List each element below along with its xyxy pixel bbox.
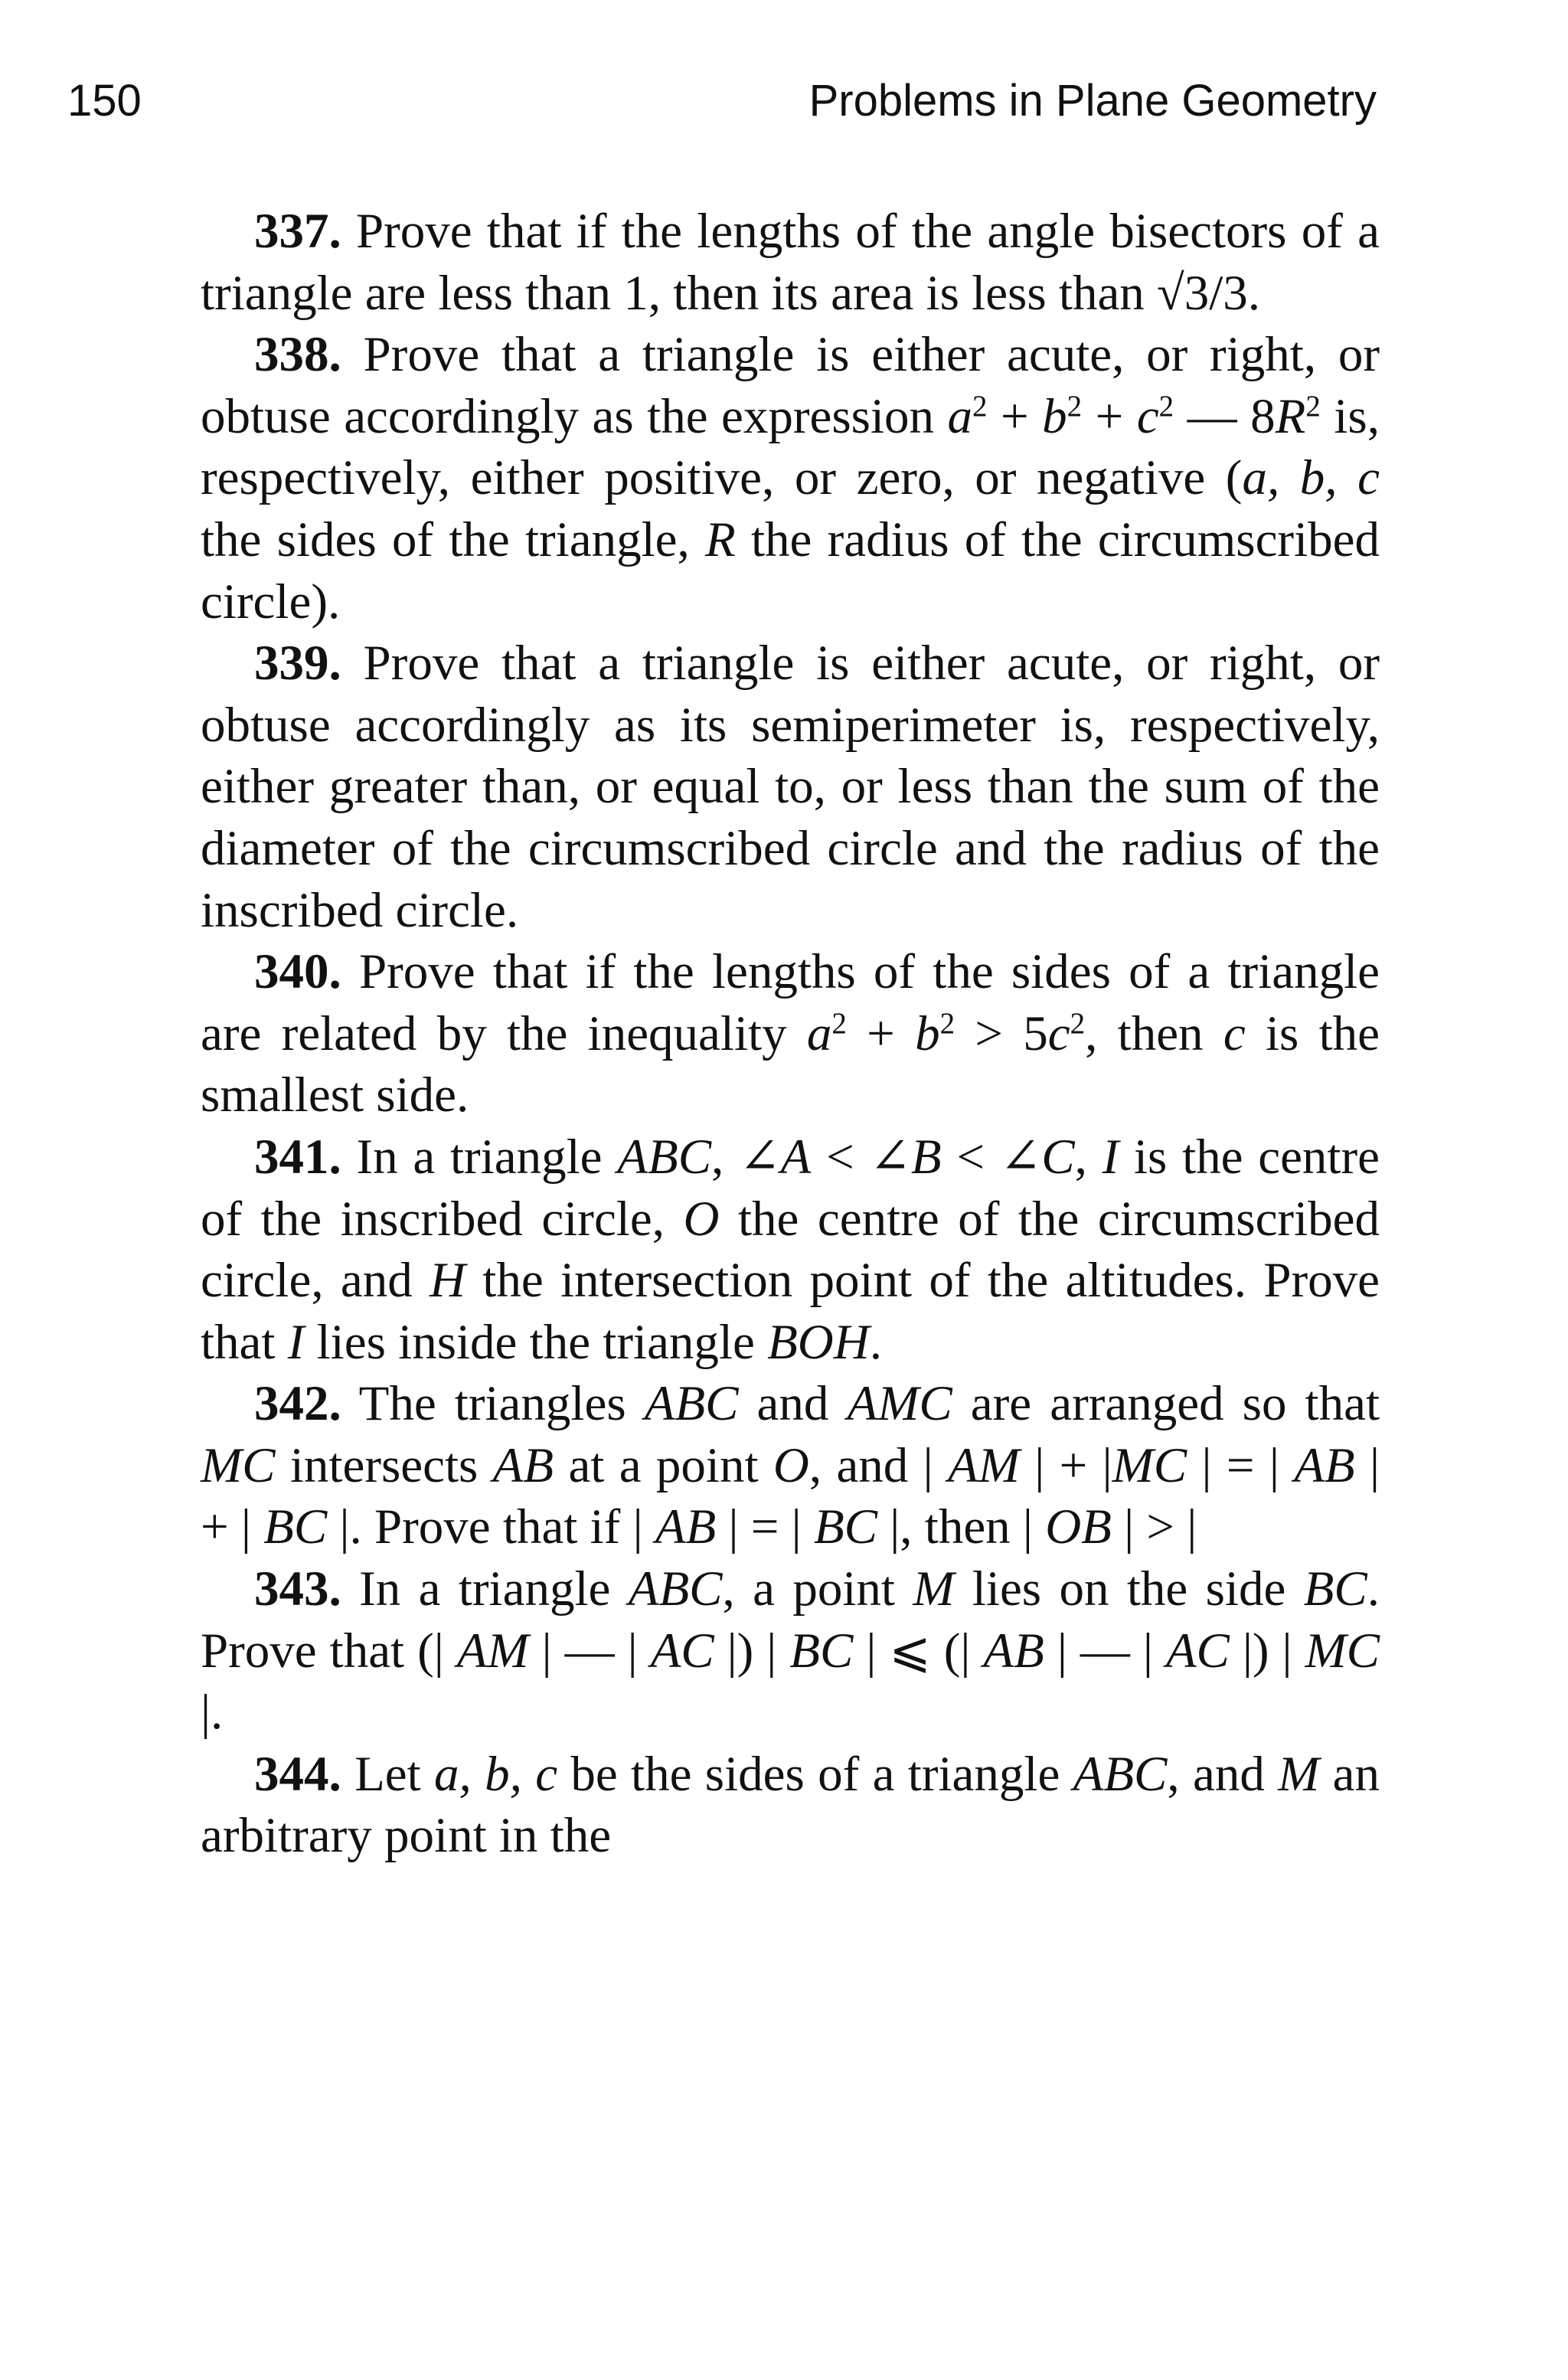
math-var: c — [1047, 1005, 1070, 1061]
problem-342 — [201, 1373, 1393, 1558]
math-var: c — [1223, 1005, 1246, 1061]
problem-text: at a point — [554, 1437, 773, 1493]
math-var: AB — [983, 1623, 1044, 1679]
problem-text: | + | — [1019, 1437, 1112, 1493]
math-var: H — [430, 1253, 466, 1309]
math-exponent: 2 — [1070, 1007, 1086, 1041]
math-var: a — [806, 1005, 832, 1061]
problem-text: the intersection point of the altitudes. Prove that — [201, 1253, 1393, 1370]
math-var: OB — [1045, 1499, 1112, 1555]
math-exponent: 2 — [939, 1007, 956, 1041]
problem-text: the sides of the triangle, — [201, 450, 1393, 567]
math-var: b — [1042, 388, 1067, 444]
math-exponent: 2 — [1067, 390, 1083, 423]
problem-text: the centre of the circumscribed circle, and — [201, 1191, 1393, 1309]
problem-text: Prove that if the lengths of the angle bisectors of a triangle are less than 1, then its area is less than √3/3. — [201, 204, 1393, 321]
math-exponent: 2 — [831, 1007, 847, 1041]
page-number: 150 — [67, 76, 142, 126]
problem-338 — [201, 324, 1393, 633]
problem-number: 341. — [254, 1129, 341, 1185]
math-var: ABC — [644, 1376, 739, 1432]
math-var: AB — [492, 1437, 554, 1493]
problem-text: |) | — [714, 1623, 790, 1679]
problem-text: is, respectively, either positive, or zero, or negative ( — [201, 388, 1393, 506]
math-var: AC — [650, 1623, 714, 1679]
math-var: b — [915, 1005, 940, 1061]
problem-text: , and — [1167, 1746, 1279, 1802]
math-var: AB — [655, 1499, 717, 1555]
math-exponent: 2 — [1305, 390, 1321, 423]
problem-number: 343. — [254, 1561, 341, 1617]
problem-text: , a point — [722, 1561, 913, 1617]
problem-text: | = | — [716, 1499, 814, 1555]
problem-text: be the sides of a triangle — [557, 1746, 1073, 1802]
body-text — [201, 201, 1393, 1867]
math-var: I — [287, 1314, 305, 1370]
problem-text: + — [846, 1005, 916, 1061]
problem-text: , ∠ — [711, 1129, 781, 1185]
problem-344 — [201, 1744, 1393, 1867]
problem-number: 338. — [254, 327, 341, 383]
problem-text: , and | — [808, 1437, 949, 1493]
math-var: a, b, c — [1242, 450, 1380, 506]
problem-text: In a triangle — [341, 1129, 618, 1185]
problem-number: 340. — [254, 944, 341, 1000]
problem-text: > 5 — [955, 1005, 1048, 1061]
problem-text: is the smallest side. — [201, 1005, 1393, 1123]
running-title: Problems in Plane Geometry — [808, 76, 1377, 126]
problem-text: an arbitrary point in the — [201, 1746, 1393, 1864]
problem-text: Prove that a triangle is either acute, or right, or obtuse accordingly as the expression — [201, 327, 1393, 444]
math-exponent: 2 — [972, 390, 988, 423]
math-var: BC — [789, 1623, 854, 1679]
problem-text: | > | — [1111, 1499, 1210, 1555]
math-var: ABC — [1073, 1746, 1168, 1802]
math-var: ABC — [617, 1129, 712, 1185]
problem-337 — [201, 201, 1393, 324]
problem-text: intersects — [275, 1437, 493, 1493]
problem-text: , then — [1085, 1005, 1223, 1061]
math-var: M — [1278, 1746, 1320, 1802]
problem-text: and — [738, 1376, 848, 1432]
problem-339 — [201, 633, 1393, 941]
math-var: R — [705, 512, 736, 567]
problem-text: , — [1074, 1129, 1102, 1185]
problem-text: Prove that if the lengths of the sides of a triangle are related by the inequality — [201, 944, 1393, 1061]
math-var: A — [780, 1129, 812, 1185]
problem-text: | — | — [1044, 1623, 1166, 1679]
problem-text: . — [869, 1314, 882, 1370]
problem-text: + — [987, 388, 1043, 444]
problem-text: < ∠ — [811, 1129, 911, 1185]
problem-text: — 8 — [1174, 388, 1276, 444]
problem-text: Let — [341, 1746, 435, 1802]
math-var: AMC — [847, 1376, 952, 1432]
math-var: B — [910, 1129, 942, 1185]
problem-text: | = | — [1187, 1437, 1295, 1493]
problem-number: 344. — [254, 1746, 341, 1802]
problem-text: Prove that a triangle is either acute, or right, or obtuse accordingly as its semiperimeter is, respectively, either greater than, or equal to, or less than the sum of the diameter of the circumscribed circle and the radius of the inscribed circle. — [201, 636, 1393, 938]
math-var: AB — [1294, 1437, 1355, 1493]
problem-340 — [201, 941, 1393, 1126]
math-var: R — [1275, 388, 1306, 444]
problem-text: |. — [201, 1623, 1393, 1741]
math-var: a — [947, 388, 973, 444]
math-var: a, b, c — [434, 1746, 558, 1802]
math-var: AM — [456, 1623, 529, 1679]
problem-text: < ∠ — [941, 1129, 1042, 1185]
problem-number: 342. — [254, 1376, 341, 1432]
problem-text: |) | — [1229, 1623, 1305, 1679]
math-var: M — [913, 1561, 955, 1617]
math-var: BC — [263, 1499, 328, 1555]
problem-text: In a triangle — [341, 1561, 629, 1617]
math-var: c — [1136, 388, 1159, 444]
math-var: BOH — [767, 1314, 870, 1370]
problem-text: is the centre of the inscribed circle, — [201, 1129, 1393, 1247]
problem-text: |, then | — [877, 1499, 1046, 1555]
problem-text: lies inside the triangle — [304, 1314, 768, 1370]
math-var: O — [773, 1437, 809, 1493]
problem-text: | ⩽ (| — [853, 1623, 984, 1679]
problem-text: The triangles — [341, 1376, 645, 1432]
problem-number: 339. — [254, 636, 341, 691]
running-head — [67, 70, 1377, 132]
math-var: AM — [948, 1437, 1020, 1493]
math-exponent: 2 — [1158, 390, 1174, 423]
problem-text: + — [1082, 388, 1137, 444]
problem-text: lies on the side — [954, 1561, 1304, 1617]
problem-341 — [201, 1126, 1393, 1373]
math-var: O — [683, 1191, 720, 1247]
problem-text: . Prove that (| — [201, 1561, 1393, 1679]
math-var: BC — [1303, 1561, 1367, 1617]
problem-number: 337. — [254, 204, 341, 259]
math-var: AC — [1165, 1623, 1230, 1679]
math-var: ABC — [628, 1561, 723, 1617]
problem-text: |. Prove that if | — [327, 1499, 655, 1555]
math-var: MC — [1305, 1623, 1380, 1679]
math-var: MC — [201, 1437, 276, 1493]
problem-text: are arranged so that — [952, 1376, 1393, 1432]
problem-text: | + | — [201, 1437, 1393, 1555]
problem-text: the radius of the circumscribed circle). — [201, 512, 1393, 629]
problem-text: | — | — [528, 1623, 651, 1679]
problem-343 — [201, 1558, 1393, 1744]
math-var: BC — [813, 1499, 877, 1555]
math-var: C — [1041, 1129, 1075, 1185]
math-var: MC — [1112, 1437, 1187, 1493]
math-var: I — [1102, 1129, 1119, 1185]
